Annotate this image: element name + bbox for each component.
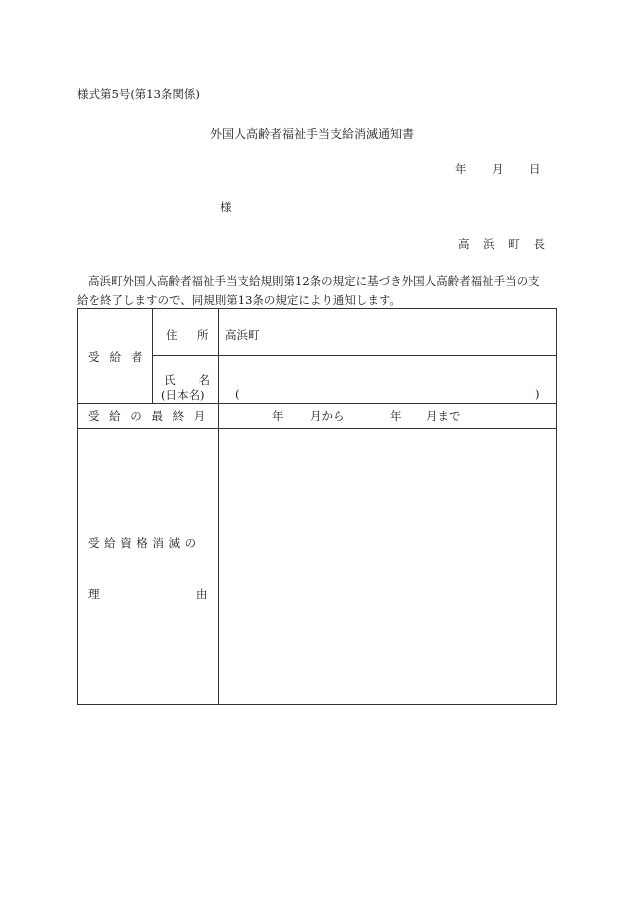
period-month-from: 月から [310, 409, 345, 423]
period-month-to: 月まで [426, 409, 461, 423]
final-month-label: 受 給 の 最 終 月 [88, 409, 209, 423]
body-line-1: 高浜町外国人高齢者福祉手当支給規則第12条の規定に基づき外国人高齢者福祉手当の支 [88, 274, 540, 288]
sender: 高 浜 町 長 [458, 237, 550, 251]
addressee-suffix: 様 [220, 200, 232, 214]
name-paren-close: ) [535, 387, 540, 401]
name-sub-label: (日本名) [161, 388, 205, 402]
address-value: 高浜町 [225, 328, 260, 342]
date-month: 月 [492, 162, 504, 176]
period-year-1: 年 [272, 409, 284, 423]
date-year: 年 [455, 162, 467, 176]
period-year-2: 年 [390, 409, 402, 423]
date-day: 日 [529, 162, 541, 176]
document-title: 外国人高齢者福祉手当支給消滅通知書 [210, 127, 415, 141]
body-line-2: 給を終了しますので、同規則第13条の規定により通知します。 [77, 293, 401, 307]
reason-label-left: 理 [88, 587, 100, 601]
reason-label-right: 由 [196, 587, 208, 601]
name-paren-open: ( [235, 387, 240, 401]
address-label: 住 所 [166, 328, 213, 342]
name-label: 氏 名 [164, 373, 210, 387]
reason-label-line-1: 受給資格消滅の [88, 536, 201, 550]
form-number: 様式第5号(第13条関係) [77, 87, 200, 101]
recipient-label: 受給者 [88, 350, 153, 364]
